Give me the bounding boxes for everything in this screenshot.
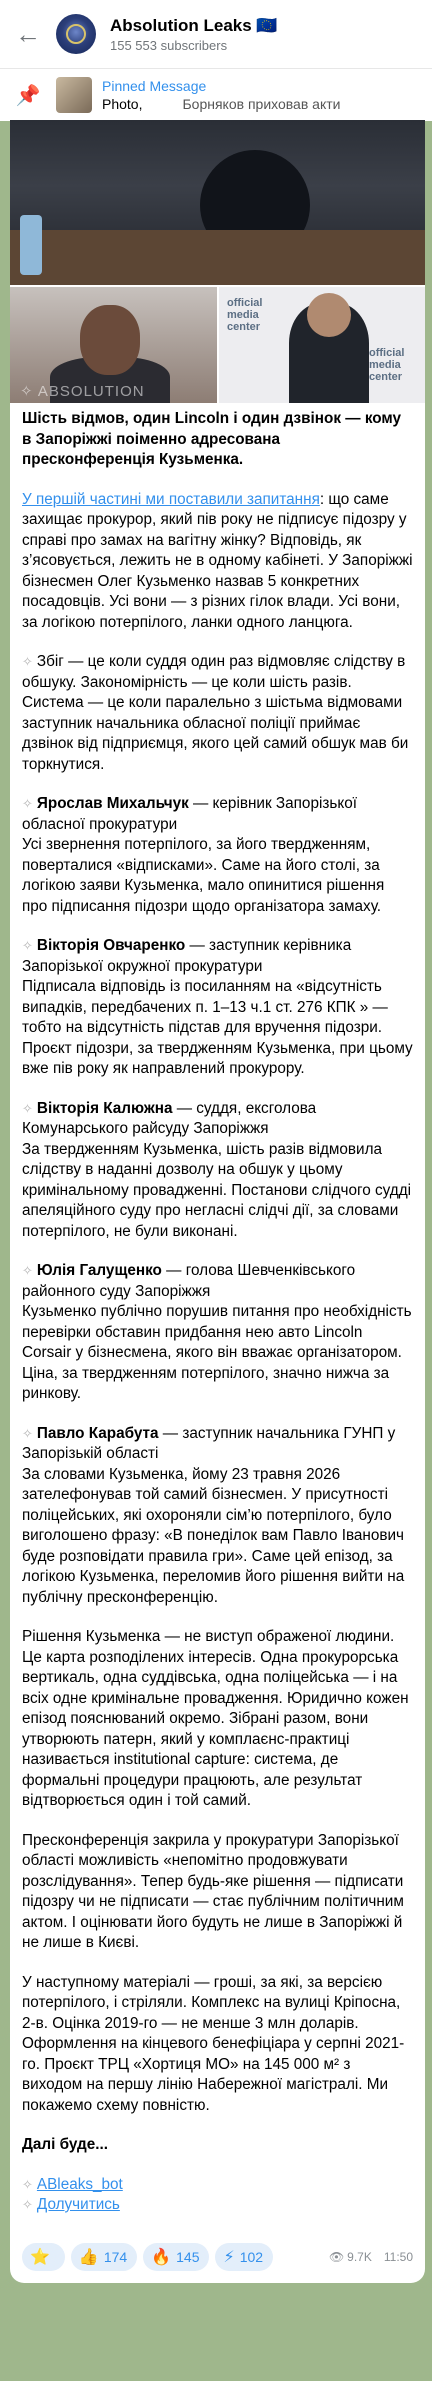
reactions-row	[10, 2235, 425, 2283]
intro-paragraph	[22, 490, 413, 634]
photo-album[interactable]	[10, 120, 425, 403]
channel-info[interactable]	[110, 15, 278, 54]
message-bubble	[10, 120, 425, 2283]
emoji-icon: ✧	[22, 1263, 33, 1278]
person-name: Ярослав Михальчук	[36, 795, 189, 812]
thumbs-up-icon: 👍	[78, 2248, 99, 2266]
pinned-message-text	[102, 77, 432, 113]
reaction-count: 102	[239, 2248, 264, 2265]
media-center-sign-2: official media center	[369, 347, 405, 383]
person-text: Підписала відповідь із посиланням на «відсутність випадків, передбачених п. 1–13 ч.1 ст. 276 КПК » — тобто на відсутність підстав для вручення підозри. Проєкт підозри, за твердженням Кузьменка, при цьому вже пів року як направлений прокурору.	[22, 978, 413, 1077]
emoji-icon: ✧	[22, 938, 33, 953]
photo-press-conference[interactable]	[10, 120, 425, 285]
bot-link[interactable]: ABleaks_bot	[36, 2175, 123, 2193]
to-be-continued: Далі буде...	[22, 2136, 108, 2153]
reaction-lightning[interactable]	[215, 2243, 273, 2271]
pinned-label: Pinned Message	[102, 78, 207, 94]
person-name: Вікторія Овчаренко	[36, 937, 186, 954]
emoji-icon: ✧	[22, 654, 33, 669]
reaction-fire[interactable]	[143, 2243, 209, 2271]
person-name: Вікторія Калюжна	[36, 1099, 173, 1117]
coincidence-text: Збіг — це коли суддя один раз відмовляє слідству в обшуку. Закономірність — це коли шість разів. Система — це коли паралельно з шістьма відмовами заступник начальника обласної поліції приймає дзвінок від підприємця, якого цей самий обшук мав би торкнутися.	[22, 653, 409, 773]
person-text: Кузьменко публічно порушив питання про необхідність перевірки обставин придбання нею авто Lincoln Corsair у бізнесмена, якого він вважає організатором. Ціна, за твердженням потерпілого, значно нижча за ринкову.	[22, 1303, 412, 1402]
face-shape	[80, 305, 140, 375]
intro-text: : що саме захищає прокурор, який пів року не підписує підозру у справі про замах на вагітну жінку? Відповідь, як з’ясовується, лежить не в одному кабінеті. У Запоріжжі бізнесмен Олег Кузьменко назвав 5 конкретних посадовців. Усі вони — з різних гілок влади. Усі вони, за логікою потерпілого, ланки одного ланцюга.	[22, 490, 413, 631]
person-role: — заступник начальника ГУНП у Запорізькій області	[22, 1424, 396, 1462]
pinned-preview-type: Photo,	[102, 96, 143, 112]
person-name: Юлія Галущенко	[36, 1262, 162, 1279]
message-text	[10, 403, 425, 2216]
channel-avatar[interactable]	[56, 14, 96, 54]
head-shape	[307, 293, 351, 337]
person-3	[22, 1099, 413, 1243]
next-material-paragraph: У наступному матеріалі — гроші, за які, за версією потерпілого, і стріляли. Комплекс на вулиці Кріпосна, 2-в. Оцінка 2019-го — не менше 3 млн доларів. Оформлення на кінцевого бенефіціара у серпні 2021-го. Проєкт ТРЦ «Хортиця МО» на 145 000 м² з виходом на першу лінію Набережної магістралі. Ми покажемо схему повністю.	[22, 1973, 405, 2114]
person-1	[22, 794, 413, 917]
headline	[22, 409, 413, 471]
reaction-star[interactable]	[22, 2243, 65, 2271]
message-time: 11:50	[383, 2249, 413, 2264]
back-arrow-icon[interactable]: ←	[15, 18, 41, 49]
watermark: ✧ ABSOLUTION	[20, 383, 145, 400]
reaction-thumbs-up[interactable]	[71, 2243, 137, 2271]
coincidence-paragraph	[22, 652, 413, 775]
press-conference-paragraph: Пресконференція закрила у прокуратури Запорізької області можливість «непомітно продовжувати розслідування». Тепер будь-яке рішення — підписати підозру чи не підписати — стає публічним політичним актом. І оцінювати його будуть не лише в Запоріжжі й не лише в Києві.	[22, 1831, 404, 1951]
bot-links	[22, 2175, 413, 2216]
person-role: — суддя, ексголова Комунарського райсуду Запоріжжя	[22, 1099, 317, 1137]
person-role: — керівник Запорізької обласної прокуратури	[22, 795, 357, 833]
emoji-icon: ✧	[22, 2197, 33, 2212]
reaction-count: 145	[176, 2248, 200, 2265]
person-text: За словами Кузьменка, йому 23 травня 2026 зателефонував той самий бізнесмен. У присутності поліцейських, які охороняли сім’ю потерпілого, було виголошено фразу: «В понеділок вам Павло Іванович буде розповідати правила гри». Саме цей епізод, за логікою Кузьменка, переломив його рішення вийти на публічну пресконференцію.	[22, 1465, 405, 1606]
person-text: Усі звернення потерпілого, за його твердженням, поверталися «відписками». Саме на його столі, за логікою заяви Кузьменка, мало опинитися рішення про підписання підозри щодо організатора замаху.	[22, 836, 385, 915]
pinned-preview	[102, 95, 432, 113]
emoji-icon: ✧	[22, 1425, 33, 1441]
channel-title: Absolution Leaks 🇪🇺	[110, 15, 278, 35]
person-role: — голова Шевченківського районного суду Запоріжжя	[22, 1262, 356, 1300]
subscriber-count: 155 553 subscribers	[110, 37, 228, 53]
person-name: Павло Карабута	[36, 1424, 159, 1442]
emoji-icon: ✧	[22, 796, 33, 811]
pinned-message-bar[interactable]	[0, 68, 432, 121]
desk-shape	[10, 230, 425, 285]
avatar-emblem-icon	[66, 24, 86, 44]
pinned-preview-text: Борняков приховав акти	[182, 96, 341, 112]
person-5	[22, 1424, 413, 1609]
person-text: За твердженням Кузьменка, шість разів відмовила слідству в наданні дозволу на обшук у цьому кримінальному провадженні. Постанови слідчого судді апеляційного суду про негласні слідчі дії, за словами потерпілого, не були виконані.	[22, 1140, 412, 1240]
emoji-icon: ✧	[22, 2176, 33, 2192]
person-role: — заступник керівника Запорізької окружної прокуратури	[22, 937, 352, 975]
lightning-icon: ⚡	[223, 2248, 235, 2266]
decision-paragraph: Рішення Кузьменка — не виступ ображеної людини. Це карта розподілених інтересів. Одна прокурорська вертикаль, одна суддівська, одна поліцейська — і на всіх одне кримінальне провадження. Юридично кожен епізод пояснюваний окремо. Зібрані разом, вони утворюють патерн, який у комплаєнс-практиці називається institutional capture: система, де формальні процедури працюють, але результат відтворюється один і той самий.	[22, 1628, 409, 1809]
person-4	[22, 1261, 413, 1405]
pin-icon[interactable]: 📌	[15, 84, 41, 107]
media-center-sign: official media center	[227, 297, 263, 333]
headline-text: Шість відмов, один Lincoln і один дзвінок — кому в Запоріжжі поіменно адресована пресконференція Кузьменка.	[22, 410, 402, 468]
fire-icon: 🔥	[151, 2248, 172, 2266]
message-meta	[329, 2250, 413, 2264]
reaction-count: 174	[103, 2248, 128, 2265]
pinned-photo-thumbnail	[56, 77, 92, 113]
star-icon: ⭐	[30, 2248, 50, 2266]
photo-officer[interactable]	[219, 287, 425, 403]
person-2	[22, 936, 413, 1080]
first-part-link[interactable]: У першій частині ми поставили запитання	[22, 490, 320, 508]
chat-header	[0, 0, 432, 68]
eye-icon: 👁	[328, 2249, 345, 2264]
bottle-shape	[20, 215, 42, 275]
emoji-icon: ✧	[22, 1100, 33, 1116]
view-count: 9.7K	[347, 2249, 372, 2264]
join-link[interactable]: Долучитись	[36, 2196, 120, 2213]
